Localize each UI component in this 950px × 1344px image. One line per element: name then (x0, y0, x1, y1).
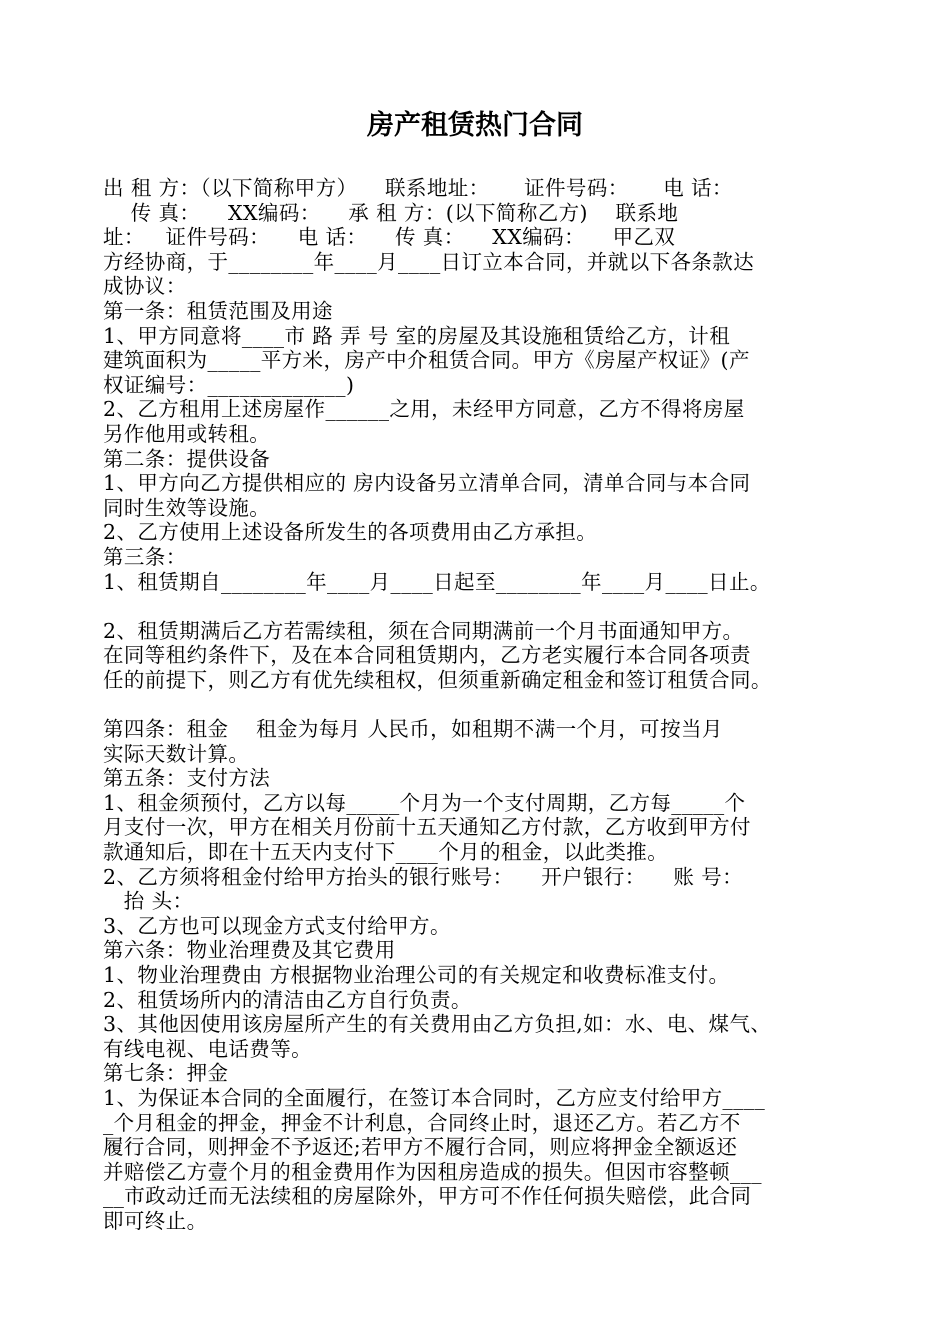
contract-line: 2、乙方须将租金付给甲方抬头的银行账号： 开户银行： 账 号： (103, 864, 743, 889)
contract-line: 第七条：押金 (103, 1061, 229, 1086)
contract-line: 同时生效等设施。 (103, 495, 271, 520)
contract-line: 1、甲方向乙方提供相应的 房内设备另立清单合同，清单合同与本合同 (103, 471, 751, 496)
contract-line: 址： 证件号码： 电 话： 传 真： XX编码： 甲乙双 (103, 225, 676, 250)
contract-line: 方经协商，于________年____月____日订立本合同，并就以下各条款达 (103, 249, 755, 274)
contract-line: 第二条：提供设备 (103, 446, 271, 471)
contract-line: 抬 头： (103, 889, 194, 914)
contract-line: 第六条：物业治理费及其它费用 (103, 938, 396, 963)
contract-line: 成协议： (103, 274, 187, 299)
contract-line: 3、其他因使用该房屋所产生的有关费用由乙方负担,如：水、电、煤气、 (103, 1012, 772, 1037)
contract-line: 3、乙方也可以现金方式支付给甲方。 (103, 913, 451, 938)
contract-line: 第三条： (103, 544, 187, 569)
contract-line: 并赔偿乙方壹个月的租金费用作为因租房造成的损失。但因市容整顿___ (103, 1159, 762, 1184)
blank-line (103, 692, 873, 717)
contract-line: 第四条：租金 租金为每月 人民币，如租期不满一个月，可按当月 (103, 717, 723, 742)
contract-line: 月支付一次，甲方在相关月份前十五天通知乙方付款，乙方收到甲方付 (103, 815, 751, 840)
document-title: 房产租赁热门合同 (367, 110, 583, 141)
contract-line: 款通知后，即在十五天内支付下____个月的租金，以此类推。 (103, 840, 669, 865)
contract-line: 1、物业治理费由 方根据物业治理公司的有关规定和收费标准支付。 (103, 963, 730, 987)
contract-line: 传 真： XX编码： 承 租 方：(以下简称乙方) 联系地 (103, 200, 679, 225)
contract-line: 第五条：支付方法 (103, 766, 271, 791)
contract-line: 另作他用或转租。 (103, 421, 271, 446)
contract-line: 1、租赁期自________年____月____日起至________年____月____日止。 (103, 569, 771, 594)
contract-line: 权证编号：_____________) (103, 372, 355, 397)
contract-line: 有线电视、电话费等。 (103, 1036, 312, 1061)
contract-line: 履行合同，则押金不予返还;若甲方不履行合同，则应将押金全额返还 (103, 1135, 738, 1160)
contract-line: 2、乙方租用上述房屋作______之用，未经甲方同意，乙方不得将房屋 (103, 397, 745, 422)
contract-line: 出 租 方：（以下简称甲方） 联系地址： 证件号码： 电 话： (103, 176, 733, 200)
contract-line: 1、租金须预付，乙方以每_____个月为一个支付周期，乙方每_____个 (103, 790, 746, 815)
contract-line: 任的前提下，则乙方有优先续租权，但须重新确定租金和签订租赁合同。 (103, 667, 772, 692)
contract-line: 即可终止。 (103, 1208, 208, 1233)
contract-line: 建筑面积为_____平方米，房产中介租赁合同。甲方《房屋产权证》(产 (103, 348, 750, 373)
contract-line: _个月租金的押金，押金不计利息，合同终止时，退还乙方。若乙方不 (103, 1110, 741, 1135)
contract-line: __市政动迁而无法续租的房屋除外，甲方可不作任何损失赔偿，此合同 (103, 1184, 752, 1209)
contract-body (103, 176, 873, 1234)
contract-line: 2、乙方使用上述设备所发生的各项费用由乙方承担。 (103, 520, 598, 545)
blank-line (103, 594, 873, 619)
contract-line: 1、甲方同意将____市 路 弄 号 室的房屋及其设施租赁给乙方，计租 (103, 323, 731, 348)
contract-line: 2、租赁期满后乙方若需续租，须在合同期满前一个月书面通知甲方。 (103, 618, 744, 643)
contract-line: 1、为保证本合同的全面履行，在签订本合同时，乙方应支付给甲方____ (103, 1085, 766, 1110)
contract-line: 在同等租约条件下，及在本合同租赁期内，乙方老实履行本合同各项责 (103, 643, 751, 668)
contract-line: 2、租赁场所内的清洁由乙方自行负责。 (103, 987, 472, 1012)
contract-line: 实际天数计算。 (103, 741, 250, 766)
contract-line: 第一条：租赁范围及用途 (103, 298, 333, 323)
